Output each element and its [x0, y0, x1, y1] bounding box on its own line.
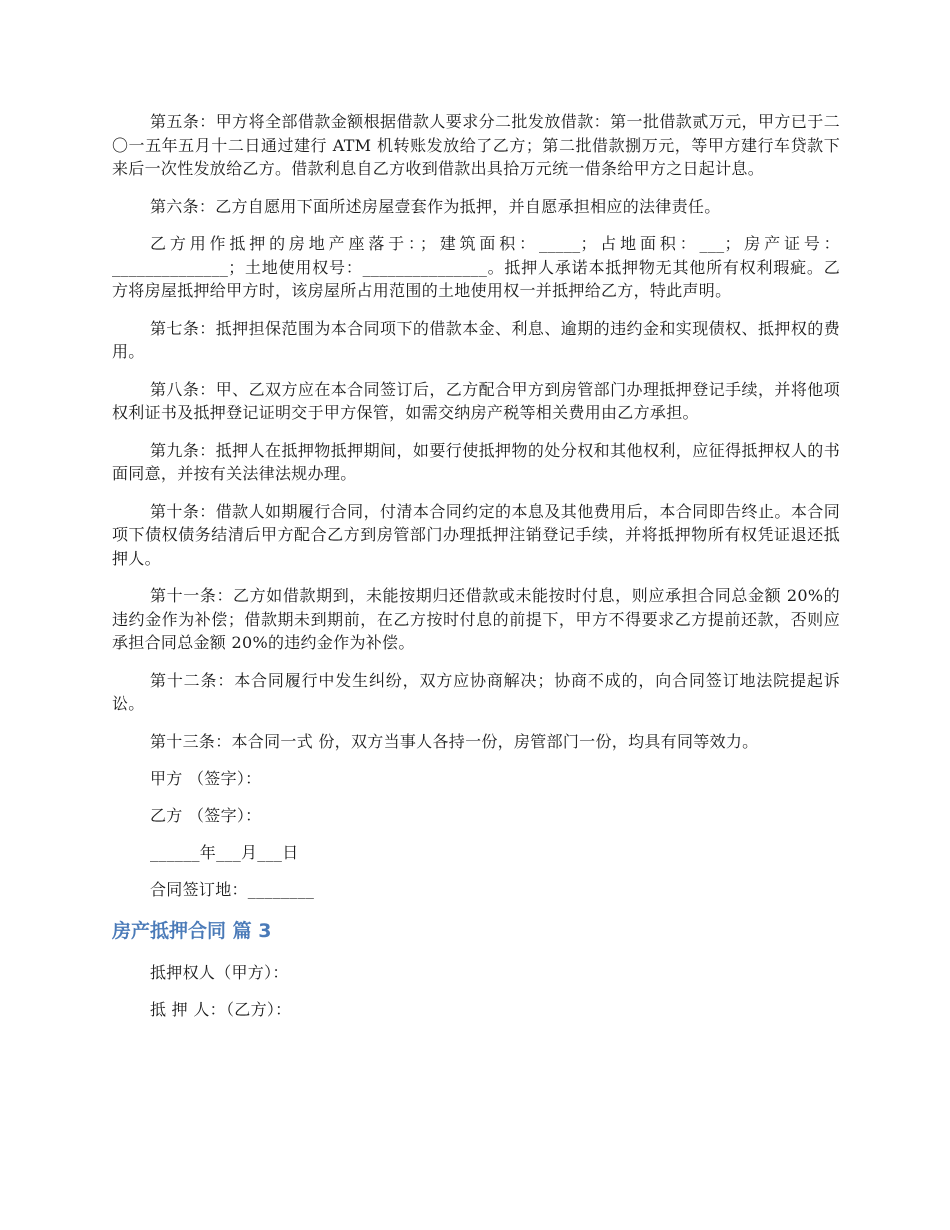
clause-10: 第十条：借款人如期履行合同，付清本合同约定的本息及其他费用后，本合同即告终止。本合同项下债权债务结清后甲方配合乙方到房管部门办理抵押注销登记手续，并将抵押物所有权凭证退还抵押人。: [112, 501, 840, 568]
property-details: 乙方用作抵押的房地产座落于：；建筑面积：_____；占地面积：___；房产证号：______________；土地使用权号：_______________。抵押人承诺本抵押物无其他所有权利瑕疵。乙方将房屋抵押给甲方时，该房屋所占用范围的土地使用权一并抵押给乙方，特此声明。: [112, 234, 840, 300]
signing-date: ______年___月___日: [150, 843, 299, 862]
clause-9: 第九条：抵押人在抵押物抵押期间，如要行使抵押物的处分权和其他权利，应征得抵押权人的书面同意，并按有关法律法规办理。: [112, 440, 840, 483]
clause-13: 第十三条：本合同一式 份，双方当事人各持一份，房管部门一份，均具有同等效力。: [150, 731, 759, 751]
document-body: [112, 110, 840, 1035]
clause-7: 第七条：抵押担保范围为本合同项下的借款本金、利息、逾期的违约金和实现债权、抵押权的费用。: [112, 318, 840, 361]
clause-6: 第六条：乙方自愿用下面所述房屋壹套作为抵押，并自愿承担相应的法律责任。: [150, 196, 721, 216]
mortgagee-line: 抵押权人（甲方）：: [150, 962, 289, 982]
signing-place: 合同签订地：________: [150, 880, 315, 899]
clause-5: 第五条：甲方将全部借款金额根据借款人要求分二批发放借款：第一批借款贰万元，甲方已于二〇一五年五月十二日通过建行 ATM 机转账发放给了乙方；第二批借款捌万元，等甲方建行车贷款下来后一次性发放给乙方。借款利息自乙方收到借款出具拾万元统一借条给甲方之日起计息。: [112, 112, 840, 178]
clause-8: 第八条：甲、乙双方应在本合同签订后，乙方配合甲方到房管部门办理抵押登记手续，并将他项权利证书及抵押登记证明交于甲方保管，如需交纳房产税等相关费用由乙方承担。: [112, 379, 840, 422]
clause-11: 第十一条：乙方如借款期到，未能按期归还借款或未能按时付息，则应承担合同总金额 20%的违约金作为补偿；借款期未到期前，在乙方按时付息的前提下，甲方不得要求乙方提前还款，否则应承担合同总金额 20%的违约金作为补偿。: [112, 586, 840, 652]
mortgagor-line: 抵 押 人：（乙方）：: [150, 999, 292, 1019]
party-a-signature: 甲方 （签字）：: [150, 769, 262, 788]
clause-12: 第十二条：本合同履行中发生纠纷，双方应协商解决；协商不成的，向合同签订地法院提起诉讼。: [112, 670, 840, 713]
party-b-signature: 乙方 （签字）：: [150, 806, 262, 825]
section-heading: 房产抵押合同 篇 3: [112, 919, 272, 942]
